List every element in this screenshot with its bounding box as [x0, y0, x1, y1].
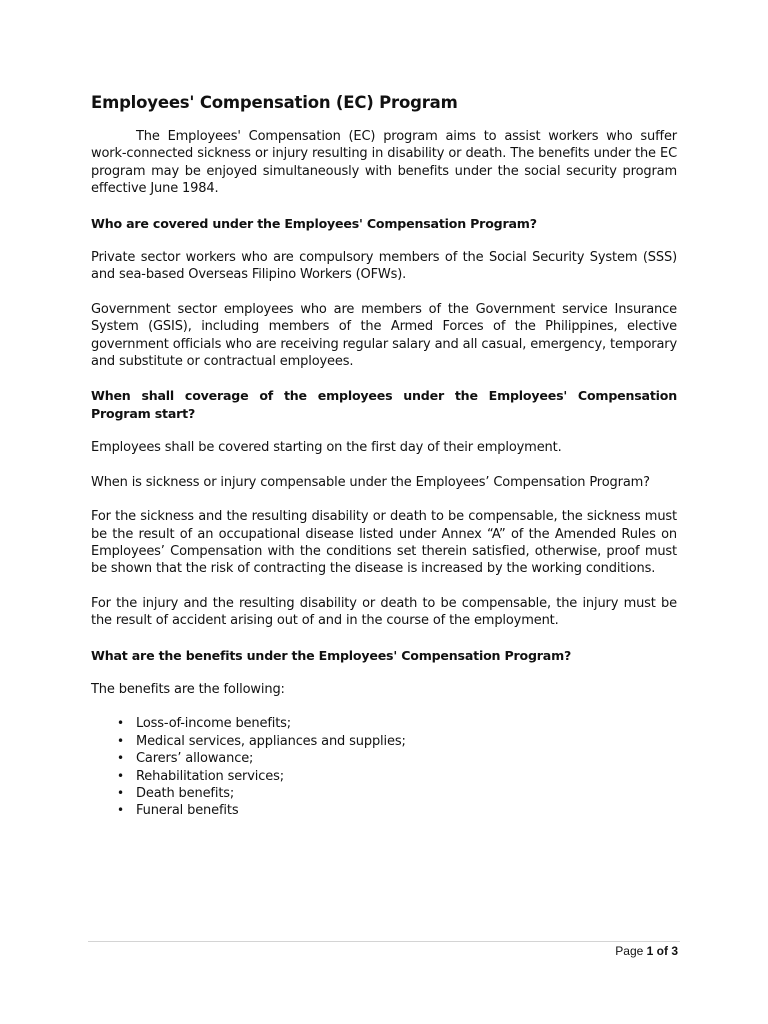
- question-who-covered: Who are covered under the Employees' Compensation Program?: [91, 215, 537, 231]
- question-coverage-start: When shall coverage of the employees under the Employees' Compensation Program start?: [91, 388, 677, 421]
- question-when-compensable: When is sickness or injury compensable under the Employees’ Compensation Program?: [91, 474, 650, 490]
- list-item: [117, 785, 677, 802]
- list-item: [117, 750, 677, 767]
- intro-paragraph: The Employees' Compensation (EC) program aims to assist workers who suffer work-connected sickness or injury resulting in disability or death. The benefits under the EC program may be enjoyed simultaneously with benefits under the social security program effective June 1984.: [91, 129, 677, 197]
- list-item: [117, 802, 677, 819]
- benefit-text: Rehabilitation services;: [136, 768, 284, 784]
- page-of: of: [653, 944, 672, 958]
- answer-coverage-start: Employees shall be covered starting on the first day of their employment.: [91, 440, 562, 456]
- bullet-icon: •: [117, 733, 124, 748]
- question-benefits: What are the benefits under the Employees' Compensation Program?: [91, 647, 572, 663]
- list-item: [117, 768, 677, 785]
- page-number: [615, 944, 678, 958]
- page-content: [91, 93, 677, 820]
- bullet-icon: •: [117, 716, 124, 731]
- document-title: Employees' Compensation (EC) Program: [91, 93, 458, 112]
- total-pages: 3: [671, 944, 678, 958]
- answer-sickness-compensable: For the sickness and the resulting disability or death to be compensable, the sickness must be the result of an occupational disease listed under Annex “A” of the Amended Rules on Employees’ Compensation with the conditions set therein satisfied, otherwise, proof must be shown that the risk of contracting the disease is increased by the working conditions.: [91, 509, 677, 577]
- list-item: [117, 733, 677, 750]
- answer-private-sector: Private sector workers who are compulsory members of the Social Security System (SSS) and sea-based Overseas Filipino Workers (OFWs).: [91, 250, 677, 283]
- benefit-text: Funeral benefits: [136, 803, 239, 819]
- answer-injury-compensable: For the injury and the resulting disability or death to be compensable, the injury must be the result of accident arising out of and in the course of the employment.: [91, 595, 677, 629]
- list-item: [117, 715, 677, 732]
- bullet-icon: •: [117, 785, 124, 800]
- bullet-icon: •: [117, 768, 124, 783]
- benefit-text: Loss-of-income benefits;: [136, 716, 292, 732]
- footer-divider: [88, 941, 680, 942]
- benefits-list: [91, 715, 677, 819]
- benefit-text: Death benefits;: [136, 785, 235, 801]
- current-page: 1: [646, 944, 654, 958]
- answer-government-sector: Government sector employees who are members of the Government service Insurance System (GSIS), including members of the Armed Forces of the Philippines, elective government officials who are receiving regular salary and all casual, emergency, temporary and substitute or contractual employees.: [91, 301, 677, 370]
- benefit-text: Carers’ allowance;: [136, 751, 254, 767]
- benefits-intro: The benefits are the following:: [91, 681, 285, 697]
- page-label: Page: [615, 944, 647, 958]
- bullet-icon: •: [117, 803, 124, 818]
- benefit-text: Medical services, appliances and supplies;: [136, 733, 406, 749]
- bullet-icon: •: [117, 751, 124, 766]
